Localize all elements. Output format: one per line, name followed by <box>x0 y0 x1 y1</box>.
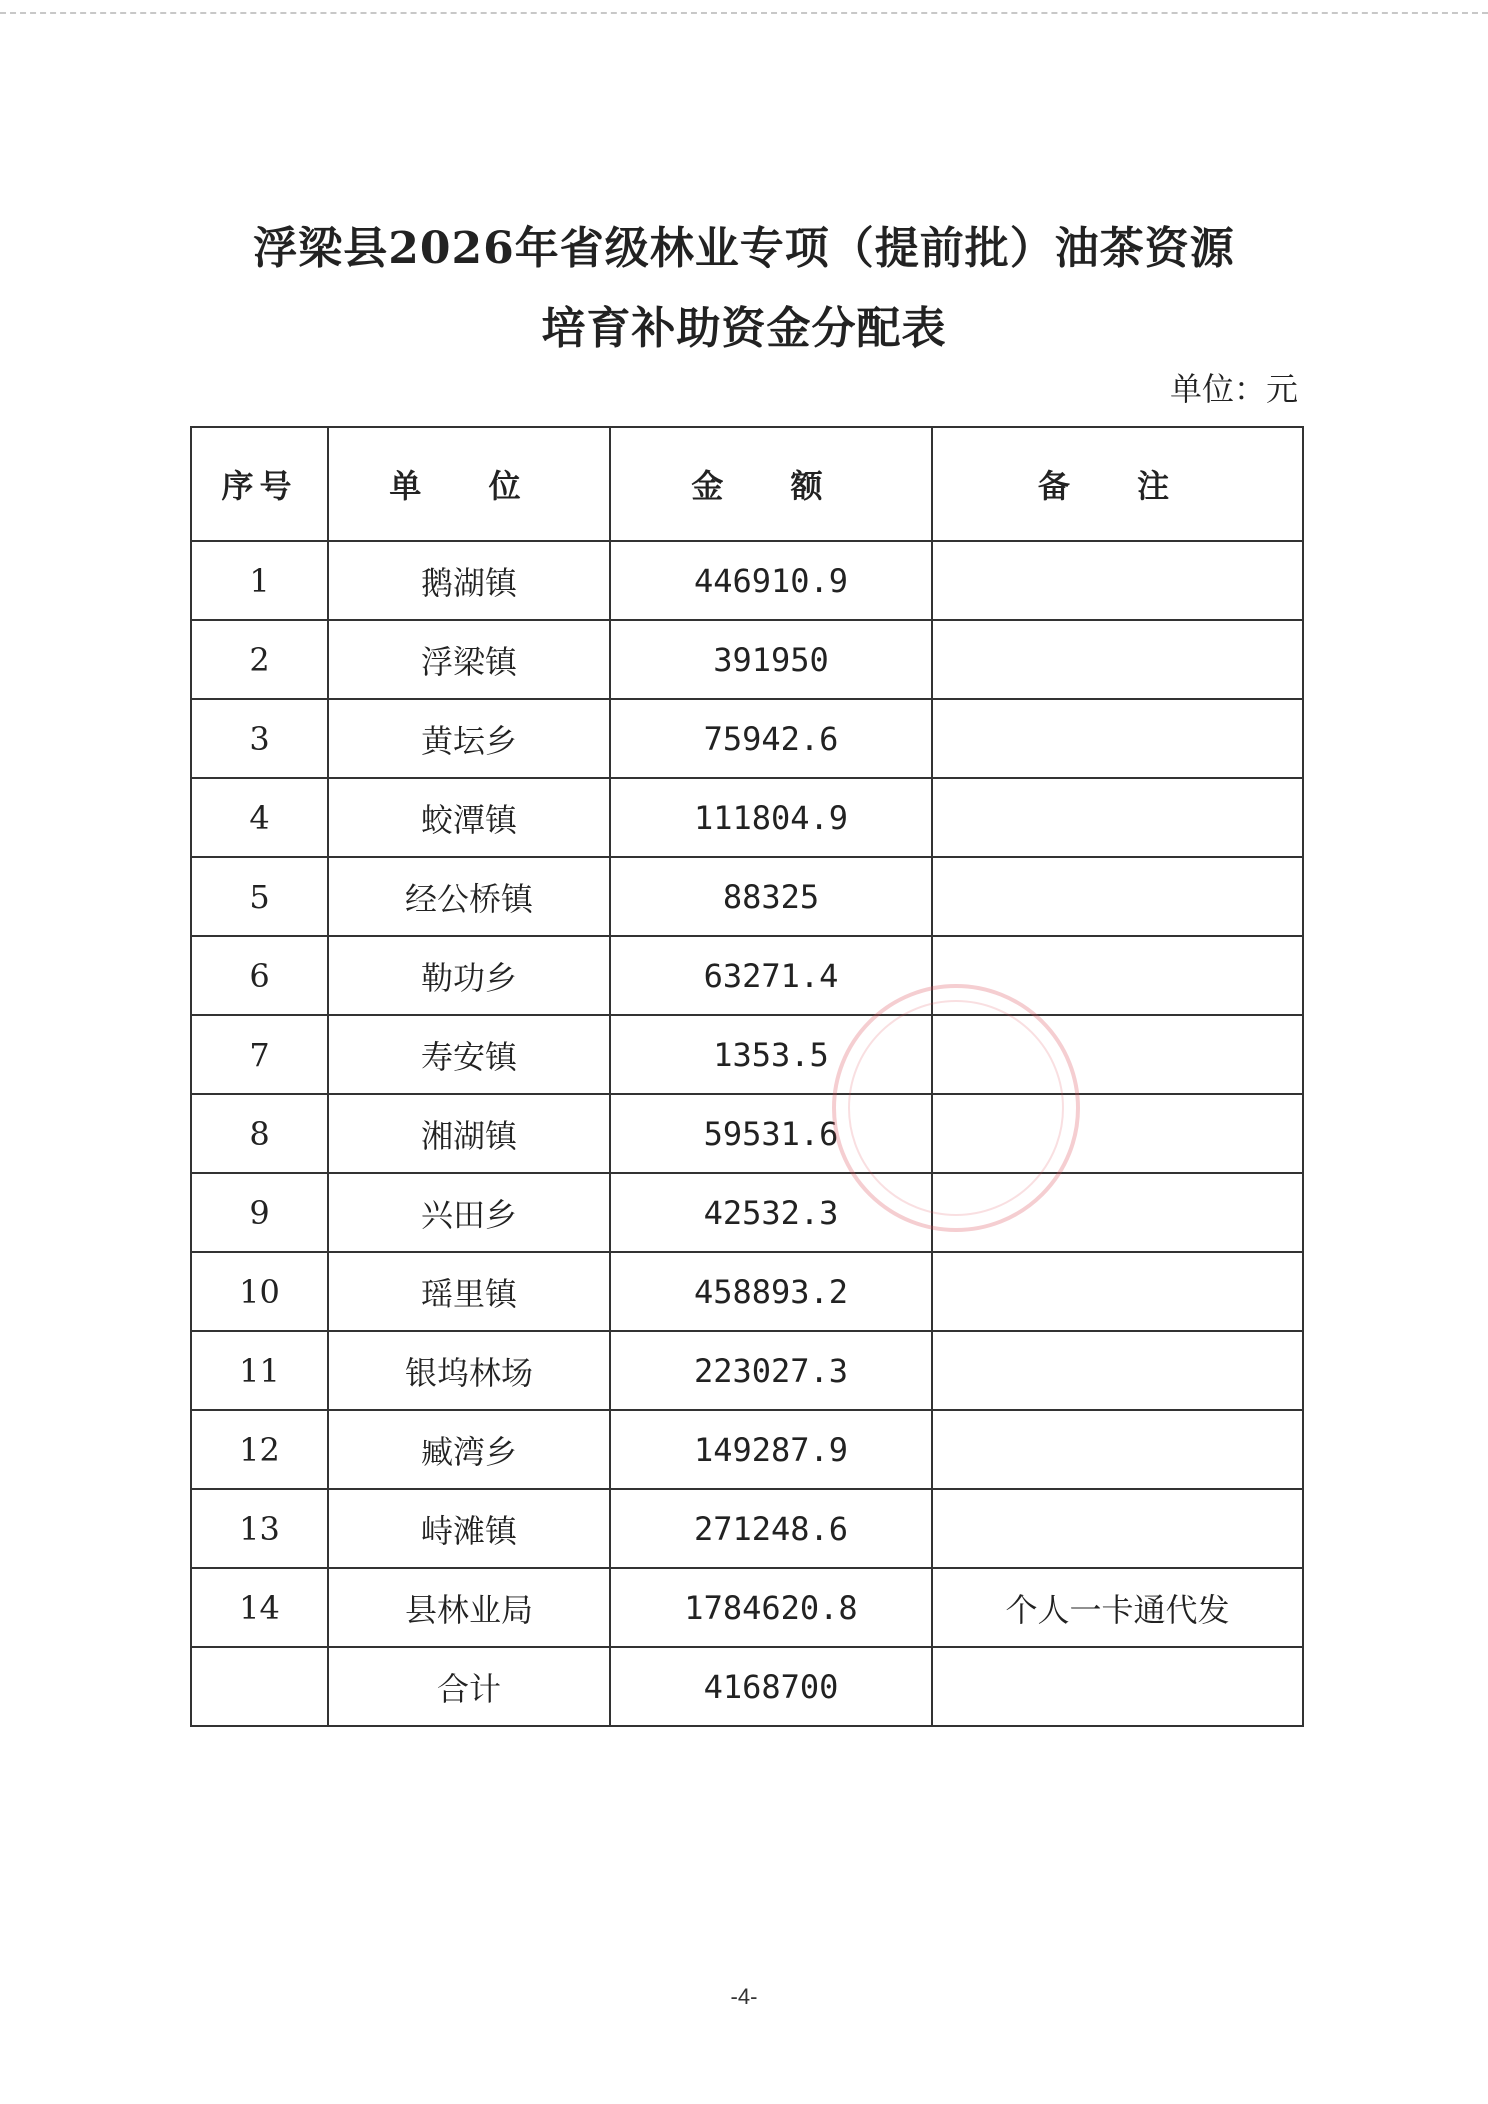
cell-serial: 3 <box>191 699 328 778</box>
cell-unit: 黄坛乡 <box>328 699 610 778</box>
table-total-row <box>191 1647 1303 1726</box>
cell-amount: 111804.9 <box>610 778 932 857</box>
cell-unit: 峙滩镇 <box>328 1489 610 1568</box>
cell-unit: 勒功乡 <box>328 936 610 1015</box>
cell-unit: 寿安镇 <box>328 1015 610 1094</box>
cell-amount: 1784620.8 <box>610 1568 932 1647</box>
cell-amount: 391950 <box>610 620 932 699</box>
table-row <box>191 857 1303 936</box>
cell-serial: 11 <box>191 1331 328 1410</box>
table-row <box>191 1015 1303 1094</box>
cell-amount: 223027.3 <box>610 1331 932 1410</box>
cell-total-amount: 4168700 <box>610 1647 932 1726</box>
cell-serial: 9 <box>191 1173 328 1252</box>
document-title-line-1: 浮梁县2026年省级林业专项（提前批）油茶资源 <box>253 223 1235 274</box>
cell-note <box>932 857 1303 936</box>
cell-note <box>932 1489 1303 1568</box>
cell-unit: 兴田乡 <box>328 1173 610 1252</box>
cell-unit: 臧湾乡 <box>328 1410 610 1489</box>
header-unit: 单 位 <box>328 427 610 541</box>
cell-unit: 浮梁镇 <box>328 620 610 699</box>
cell-unit: 蛟潭镇 <box>328 778 610 857</box>
table-row <box>191 1094 1303 1173</box>
cell-amount: 88325 <box>610 857 932 936</box>
cell-amount: 1353.5 <box>610 1015 932 1094</box>
page-number: -4- <box>730 1984 758 2009</box>
cell-amount: 63271.4 <box>610 936 932 1015</box>
cell-unit: 经公桥镇 <box>328 857 610 936</box>
cell-serial: 1 <box>191 541 328 620</box>
table-header-row <box>191 427 1303 541</box>
cell-serial: 2 <box>191 620 328 699</box>
cell-note <box>932 1647 1303 1726</box>
cell-amount: 59531.6 <box>610 1094 932 1173</box>
cell-serial: 4 <box>191 778 328 857</box>
official-seal-stamp <box>832 984 1080 1232</box>
table-row <box>191 1252 1303 1331</box>
cell-note <box>932 1331 1303 1410</box>
cell-serial: 12 <box>191 1410 328 1489</box>
cell-serial: 13 <box>191 1489 328 1568</box>
table-row <box>191 778 1303 857</box>
scan-edge-line <box>0 12 1488 16</box>
cell-note <box>932 1410 1303 1489</box>
unit-label: 单位：元 <box>1169 370 1298 408</box>
cell-total-label: 合计 <box>328 1647 610 1726</box>
cell-unit: 鹅湖镇 <box>328 541 610 620</box>
cell-note: 个人一卡通代发 <box>932 1568 1303 1647</box>
cell-amount: 458893.2 <box>610 1252 932 1331</box>
cell-amount: 42532.3 <box>610 1173 932 1252</box>
table-row <box>191 620 1303 699</box>
header-serial: 序号 <box>191 427 328 541</box>
header-note: 备 注 <box>932 427 1303 541</box>
allocation-table <box>190 426 1304 1727</box>
cell-note <box>932 620 1303 699</box>
table-row <box>191 699 1303 778</box>
cell-unit: 银坞林场 <box>328 1331 610 1410</box>
cell-serial: 8 <box>191 1094 328 1173</box>
table-row <box>191 1331 1303 1410</box>
cell-note <box>932 541 1303 620</box>
cell-serial <box>191 1647 328 1726</box>
cell-serial: 14 <box>191 1568 328 1647</box>
table-row <box>191 1489 1303 1568</box>
table-row <box>191 936 1303 1015</box>
cell-amount: 75942.6 <box>610 699 932 778</box>
cell-amount: 446910.9 <box>610 541 932 620</box>
cell-amount: 149287.9 <box>610 1410 932 1489</box>
table-row <box>191 1568 1303 1647</box>
document-title-line-2: 培育补助资金分配表 <box>541 303 947 354</box>
cell-serial: 7 <box>191 1015 328 1094</box>
cell-amount: 271248.6 <box>610 1489 932 1568</box>
cell-note <box>932 1252 1303 1331</box>
header-amount: 金 额 <box>610 427 932 541</box>
cell-serial: 10 <box>191 1252 328 1331</box>
cell-serial: 6 <box>191 936 328 1015</box>
table-row <box>191 1173 1303 1252</box>
cell-unit: 湘湖镇 <box>328 1094 610 1173</box>
table-row <box>191 541 1303 620</box>
cell-note <box>932 699 1303 778</box>
table-row <box>191 1410 1303 1489</box>
cell-unit: 县林业局 <box>328 1568 610 1647</box>
cell-note <box>932 778 1303 857</box>
cell-unit: 瑶里镇 <box>328 1252 610 1331</box>
cell-serial: 5 <box>191 857 328 936</box>
